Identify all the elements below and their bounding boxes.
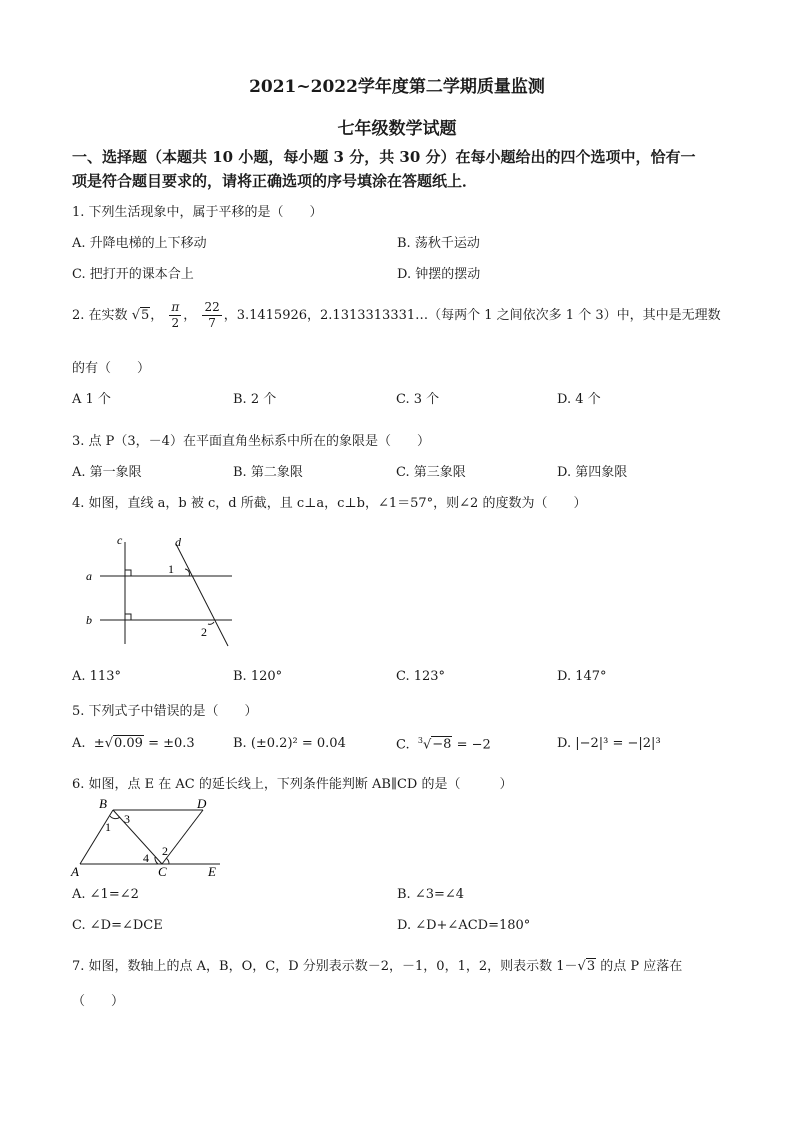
q2-rest: ，3.1415926，2.1313313331…（每两个 1 之间依次多 1 个 3）中，其中是无理数 xyxy=(223,308,721,323)
q3-option-a: A. 第一象限 xyxy=(72,465,142,480)
label-angle-2: 2 xyxy=(162,844,168,858)
q2-option-c: C. 3 个 xyxy=(396,392,440,407)
q2-sqrt5: √5 xyxy=(131,308,150,323)
q6-option-c: C. ∠D=∠DCE xyxy=(72,918,163,933)
label-d: d xyxy=(175,535,181,549)
label-angle-1: 1 xyxy=(105,820,111,834)
q3-option-d: D. 第四象限 xyxy=(557,465,628,480)
q4-option-d: D. 147° xyxy=(557,669,607,684)
q3-option-b: B. 第二象限 xyxy=(233,465,303,480)
q4-option-b: B. 120° xyxy=(233,669,283,684)
section-heading-line2: 项是符合题目要求的，请将正确选项的序号填涂在答题纸上． xyxy=(72,172,478,190)
q4-option-c: C. 123° xyxy=(396,669,446,684)
label-a: a xyxy=(86,569,92,583)
label-angle-3: 3 xyxy=(124,812,130,826)
segment-ab xyxy=(80,810,113,864)
q2-fraction-pi: $\frac{\pi}{2}$ xyxy=(171,300,180,330)
label-a: A xyxy=(71,864,79,878)
page-subtitle: 七年级数学试题 xyxy=(337,119,457,139)
q2-prefix: 2. 在实数 xyxy=(72,308,128,323)
label-d: D xyxy=(197,796,207,811)
q5-option-b: B. (±0.2)² = 0.04 xyxy=(233,736,346,751)
q2-stem-line2: 的有（ ） xyxy=(72,361,151,376)
q2-option-b: B. 2 个 xyxy=(233,392,277,407)
label-angle-2: 2 xyxy=(201,625,207,639)
q5-option-a: A. ±√0.09 = ±0.3 xyxy=(72,736,195,751)
q7-stem-line2: （ ） xyxy=(72,994,125,1009)
segment-bc xyxy=(113,810,162,864)
q4-option-a: A. 113° xyxy=(72,669,121,684)
page-title: 2021~2022学年度第二学期质量监测 xyxy=(249,77,545,97)
q5-option-c: C. $^3$√−8 = −2 xyxy=(396,736,491,753)
q2-option-a: A 1 个 xyxy=(72,392,111,407)
q5-stem: 5. 下列式子中错误的是（ ） xyxy=(72,704,258,719)
right-angle-mark-b xyxy=(125,614,131,620)
q6-figure xyxy=(70,796,230,878)
q6-stem: 6. 如图，点 E 在 AC 的延长线上，下列条件能判断 AB∥CD 的是（ ） xyxy=(72,777,513,792)
q1-option-b: B. 荡秋千运动 xyxy=(397,236,480,251)
label-b: b xyxy=(86,613,92,627)
q2-fraction-22-7: $\frac{22}{7}$ xyxy=(204,300,220,330)
q4-figure xyxy=(80,532,250,650)
label-c: C xyxy=(158,864,167,878)
q6-option-d: D. ∠D+∠ACD=180° xyxy=(397,918,531,933)
q2-stem: 2. 在实数 √5， $\frac{\pi}{2}$ ， $\frac{22}{7}$ ，3.1415926，2.1313313331…（每两个 1 之间依次多 1 个 3）中，其中是无理数 xyxy=(72,300,721,330)
segment-dc xyxy=(162,810,203,864)
q2-option-d: D. 4 个 xyxy=(557,392,601,407)
q3-stem: 3. 点 P（3，－4）在平面直角坐标系中所在的象限是（ ） xyxy=(72,434,430,449)
angle-2-arc xyxy=(208,622,214,624)
q6-option-b: B. ∠3=∠4 xyxy=(397,887,465,902)
q7-stem: 7. 如图，数轴上的点 A，B，O，C，D 分别表示数－2，－1，0，1，2，则表示数 1－√3 的点 P 应落在 xyxy=(72,959,683,974)
label-e: E xyxy=(208,864,216,878)
q1-option-a: A. 升降电梯的上下移动 xyxy=(72,236,207,251)
q3-option-c: C. 第三象限 xyxy=(396,465,466,480)
q6-option-a: A. ∠1=∠2 xyxy=(72,887,139,902)
q5-option-d: D. |−2|³ = −|2|³ xyxy=(557,736,661,751)
q1-stem: 1. 下列生活现象中，属于平移的是（ ） xyxy=(72,205,323,220)
q1-option-c: C. 把打开的课本合上 xyxy=(72,267,194,282)
label-b: B xyxy=(99,796,107,811)
label-c: c xyxy=(117,533,123,547)
label-angle-1: 1 xyxy=(168,562,174,576)
label-angle-4: 4 xyxy=(143,851,149,865)
right-angle-mark-a xyxy=(125,570,131,576)
section-heading-line1: 一、选择题（本题共 10 小题，每小题 3 分，共 30 分）在每小题给出的四个选项中，恰有一 xyxy=(72,148,696,166)
q1-option-d: D. 钟摆的摆动 xyxy=(397,267,481,282)
q4-stem: 4. 如图，直线 a，b 被 c，d 所截，且 c⊥a，c⊥b，∠1＝57°，则∠2 的度数为（ ） xyxy=(72,496,587,511)
